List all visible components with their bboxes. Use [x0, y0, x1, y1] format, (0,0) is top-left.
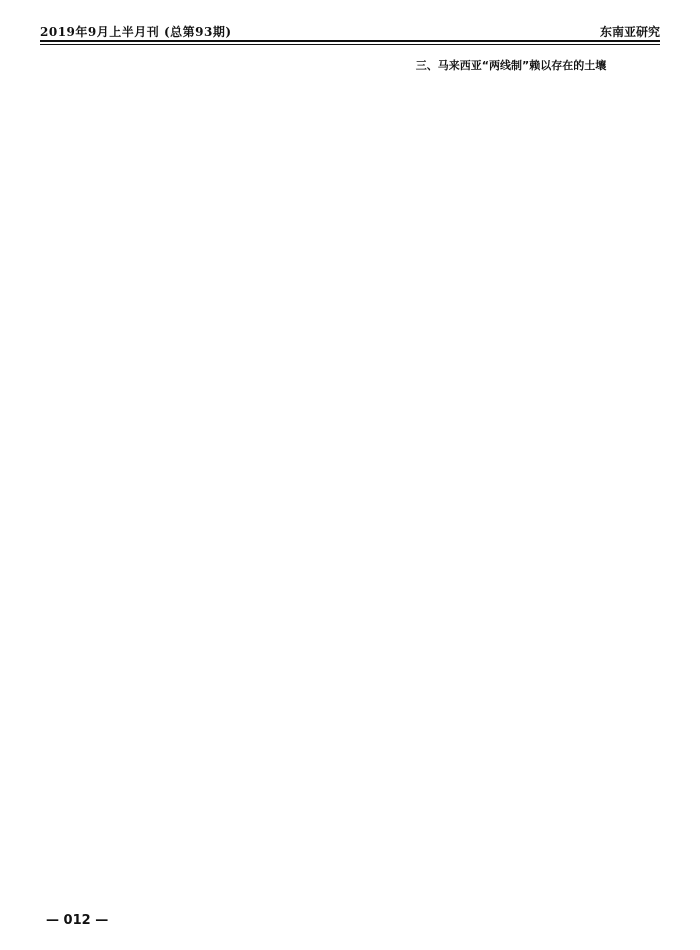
section-heading: 三、马来西亚“两线制”赖以存在的土壤 [415, 59, 607, 72]
left-column [46, 56, 340, 892]
header-rule [40, 44, 660, 45]
page-number: — 012 — [46, 913, 109, 928]
body-columns [46, 56, 658, 892]
right-column [364, 56, 658, 892]
running-header [40, 14, 660, 42]
journal-issue: 2019年9月上半月刊 [40, 25, 160, 39]
journal-info [40, 23, 232, 40]
issue-total: (总第93期) [163, 25, 232, 39]
section-name: 东南亚研究 [599, 25, 660, 39]
